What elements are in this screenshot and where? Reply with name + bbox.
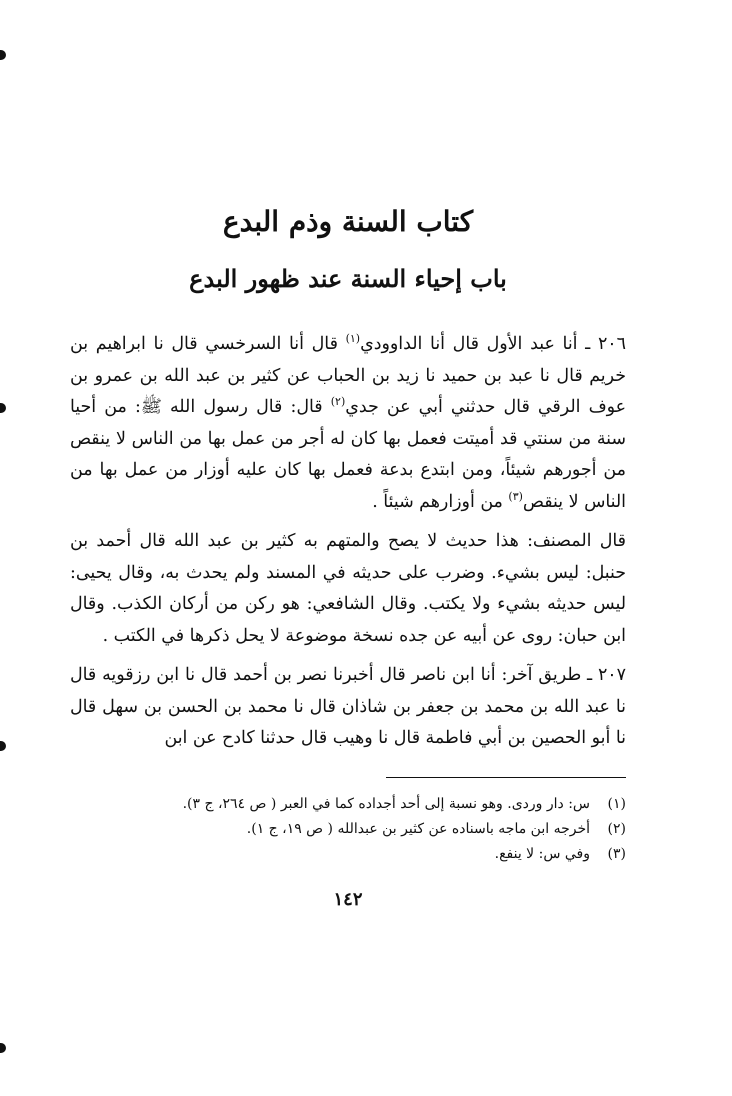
footnotes (70, 792, 626, 867)
margin-mark (0, 1043, 6, 1053)
footnote (70, 817, 626, 842)
footnote-marker-3: (٣) (508, 489, 523, 503)
margin-mark (0, 741, 6, 751)
footnote-number: (٢) (607, 820, 626, 837)
chapter-title: باب إحياء السنة عند ظهور البدع (189, 264, 507, 293)
footnote-divider (386, 777, 626, 778)
hadith-206-text-a: ٢٠٦ ـ أنا عبد الأول قال أنا الداوودي (360, 334, 626, 354)
footnote-text: وفي س: لا ينفع. (494, 845, 590, 862)
hadith-206-text-c: قال: قال رسول الله ﷺ: من أحيا سنة من سنتي قد أميتت فعمل بها كان له أجر من عمل بها من الناس لا ينقص من أجورهم شيئاً، ومن ابتدع بدعة فعمل بها كان عليه أوزار من عمل بها من الناس لا ينقص (70, 397, 626, 512)
hadith-207: ٢٠٧ ـ طريق آخر: أنا ابن ناصر قال أخبرنا نصر بن أحمد قال نا ابن رزقويه قال نا عبد الله بن محمد بن جعفر بن شاذان قال نا محمد بن الحسن بن سهل قال نا أبو الحصين بن أبي فاطمة قال نا وهيب قال حدثنا كادح عن ابن (70, 665, 626, 748)
margin-mark (0, 50, 6, 60)
hadith-206 (70, 329, 626, 518)
footnote-marker-2: (٢) (330, 395, 346, 409)
hadith-206-text-b: قال أنا السرخسي قال نا ابراهيم بن خريم قال نا عبد بن حميد نا زيد بن الحباب عن كثير بن عبد الله بن عمرو بن عوف الرقي قال حدثني أبي عن جدي (70, 334, 626, 417)
footnote-marker-1: (١) (345, 332, 361, 346)
book-title: كتاب السنة وذم البدع (222, 205, 474, 238)
page-content (70, 205, 626, 910)
footnote-number: (١) (607, 795, 626, 812)
author-commentary: قال المصنف: هذا حديث لا يصح والمتهم به كثير بن عبد الله قال أحمد بن حنبل: ليس بشيء. وضرب على حديثه في المسند ولم يحدث به، وقال يحيى: ليس حديثه بشيء ولا يكتب. وقال الشافعي: هو ركن من أركان الكذب. وقال ابن حبان: روى عن أبيه عن جده نسخة موضوعة لا يحل ذكرها في الكتب . (70, 531, 626, 646)
footnote-text: أخرجه ابن ماجه باسناده عن كثير بن عبدالله ( ص ١٩، ج ١). (246, 820, 590, 837)
hadith-206-text-d: من أوزارهم شيئاً . (372, 491, 509, 512)
footnote (70, 792, 626, 817)
footnote-text: س: دار وردى. وهو نسبة إلى أحد أجداده كما في العبر ( ص ٢٦٤، ج ٣). (182, 795, 590, 812)
footnote-number: (٣) (607, 845, 626, 862)
page-number: ١٤٢ (333, 888, 363, 910)
margin-mark (0, 403, 6, 413)
footnote (70, 842, 626, 867)
